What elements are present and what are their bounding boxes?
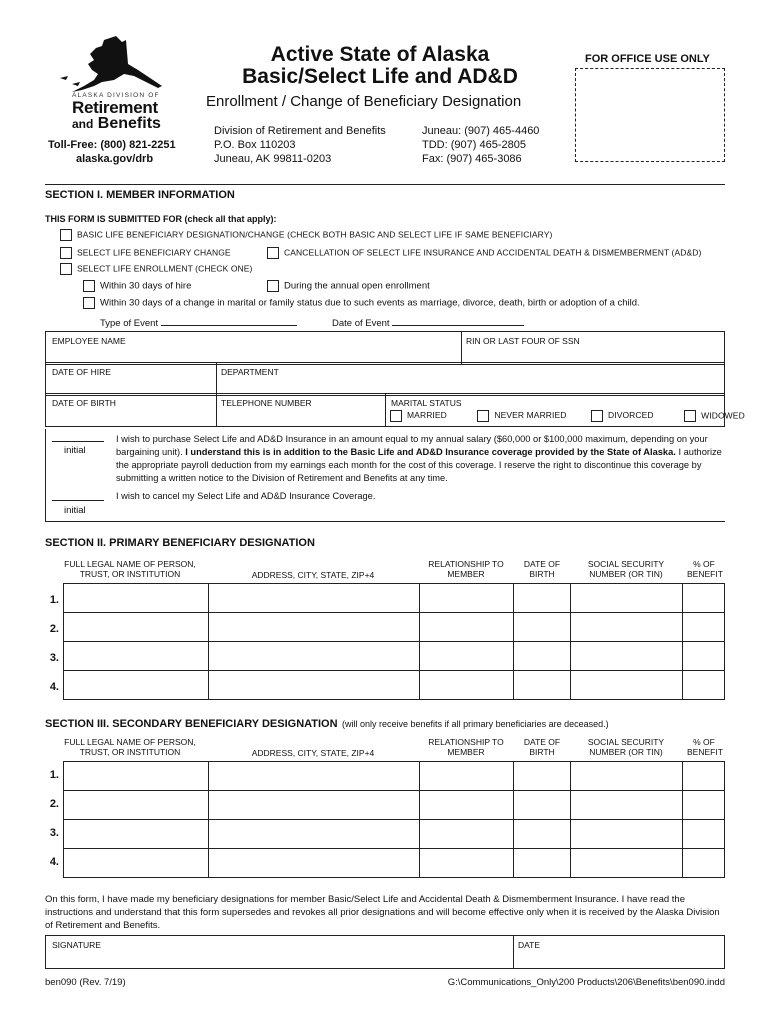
file-path: G:\Communications_Only\200 Products\206\Benefits\ben090.indd [447,977,725,988]
option-basic-life [60,229,552,241]
office-use-box [575,68,725,162]
row-number: 3. [49,827,59,839]
ssn-cell[interactable] [571,671,683,700]
col-address: ADDRESS, CITY, STATE, ZIP+4 [251,570,375,580]
relationship-cell[interactable] [420,671,514,700]
enroll-checkbox[interactable] [60,263,72,275]
address-cell[interactable] [209,820,420,849]
percent-cell[interactable] [683,849,725,878]
ssn-cell[interactable] [571,642,683,671]
address-cell[interactable] [209,671,420,700]
dob-cell[interactable] [514,762,571,791]
dob-cell[interactable] [514,791,571,820]
department-field[interactable] [215,362,725,396]
name-cell[interactable] [64,642,209,671]
marital-options [390,410,745,422]
office-use-label: FOR OFFICE USE ONLY [585,53,710,65]
address-cell[interactable] [209,613,420,642]
row-number: 2. [49,623,59,635]
section-2-title: SECTION II. PRIMARY BENEFICIARY DESIGNATION [45,537,315,549]
date-field[interactable] [512,935,725,969]
primary-grid [63,583,725,700]
primary-beneficiary-table [45,553,725,693]
logo-retirement: Retirement [72,98,158,117]
section-1-title: SECTION I. MEMBER INFORMATION [45,189,235,201]
ssn-cell[interactable] [571,791,683,820]
name-cell[interactable] [64,762,209,791]
title-line-2: Basic/Select Life and AD&D [242,65,518,88]
row-number: 1. [49,769,59,781]
option-status-change [83,297,640,309]
phone-line: Juneau: (907) 465-4460 [422,125,540,137]
phone-numbers [422,124,539,166]
option-enroll-label: SELECT LIFE ENROLLMENT (CHECK ONE) [77,263,253,274]
option-cancel-label: CANCELLATION OF SELECT LIFE INSURANCE AND ACCIDENTAL DEATH & DISMEMBERMENT (AD&D) [284,247,702,258]
title-line-1: Active State of Alaska [270,43,490,66]
col-percent: % OF BENEFIT [687,737,723,757]
section-1-rule [45,184,725,185]
row-number: 4. [49,681,59,693]
date-of-event-field[interactable] [392,315,524,326]
never-married-checkbox[interactable] [477,410,489,422]
section-3-heading [45,714,609,732]
purchase-text-b: I understand this is in addition to the Basic Life and AD&D Insurance coverage provided by the State of Alaska. [185,447,676,457]
address-line: Juneau, AK 99811-0203 [214,153,332,165]
attestation-statement: On this form, I have made my beneficiary designations for member Basic/Select Life and Accidental Death & Dismemberment Insurance. I have read the instructions and understand that this form supersedes and revokes all prior designations and will become effective only when it is received by the Alaska Division of Retirement and Benefits. [45,894,720,931]
logo-and: and [72,117,94,131]
row-number: 3. [49,652,59,664]
mailing-address [214,124,386,166]
date-of-birth-field[interactable] [45,393,217,427]
name-cell[interactable] [64,849,209,878]
date-of-event-label: Date of Event [332,318,390,329]
address-cell[interactable] [209,584,420,613]
date-of-hire-label: DATE OF HIRE [52,367,111,377]
annual-checkbox[interactable] [267,280,279,292]
form-subtitle: Enrollment / Change of Beneficiary Designation [206,93,522,110]
dob-cell[interactable] [514,642,571,671]
table-row [64,762,725,791]
dob-cell[interactable] [514,820,571,849]
date-of-birth-label: DATE OF BIRTH [52,398,116,408]
name-cell[interactable] [64,671,209,700]
ssn-cell[interactable] [571,762,683,791]
employee-name-field[interactable] [45,331,462,365]
relationship-cell[interactable] [420,820,514,849]
cancel-initial-line[interactable] [52,500,104,501]
relationship-cell[interactable] [420,849,514,878]
address-line: Division of Retirement and Benefits [214,125,386,137]
table-row [64,613,725,642]
option-annual [267,280,430,292]
website: alaska.gov/drb [76,153,154,165]
date-label: DATE [518,940,541,950]
dob-cell[interactable] [514,584,571,613]
table-row [64,671,725,700]
form-title [210,44,550,88]
never-married-label: NEVER MARRIED [494,410,567,421]
date-of-hire-field[interactable] [45,362,217,396]
row-number: 1. [49,594,59,606]
relationship-cell[interactable] [420,642,514,671]
purchase-text-c: I authorize the appropriate payroll deduction from my earnings each month for the cost of this coverage. I reserve the right to discontinue this coverage by submitting a written notice to the Division of Retirement and Benefits at any time. [116,447,722,483]
col-dob: DATE OF BIRTH [523,737,561,757]
name-cell[interactable] [64,820,209,849]
phone-line: TDD: (907) 465-2805 [422,139,526,151]
col-ssn: SOCIAL SECURITY NUMBER (OR TIN) [587,737,665,757]
col-dob: DATE OF BIRTH [523,559,561,579]
agency-logo [58,34,168,134]
col-address: ADDRESS, CITY, STATE, ZIP+4 [251,748,375,758]
option-30-days [83,280,191,292]
signature-field[interactable] [45,935,514,969]
percent-cell[interactable] [683,642,725,671]
30-days-checkbox[interactable] [83,280,95,292]
primary-header-row [45,553,725,583]
option-annual-label: During the annual open enrollment [284,280,430,292]
alaska-map-icon [58,34,168,94]
widowed-checkbox[interactable] [684,410,696,422]
address-cell[interactable] [209,642,420,671]
name-cell[interactable] [64,584,209,613]
authorization-box [45,429,725,522]
option-select-change [60,247,231,259]
col-name: FULL LEGAL NAME OF PERSON, TRUST, OR INSTITUTION [64,737,196,757]
married-label: MARRIED [407,410,447,421]
ssn-cell[interactable] [571,613,683,642]
signature-label: SIGNATURE [52,940,101,950]
table-row [64,791,725,820]
select-change-checkbox[interactable] [60,247,72,259]
cancel-text: I wish to cancel my Select Life and AD&D Insurance Coverage. [116,491,376,501]
toll-free: Toll-Free: (800) 821-2251 [48,139,176,151]
date-of-event [332,315,524,329]
relationship-cell[interactable] [420,762,514,791]
logo-benefits-line [72,115,161,133]
percent-cell[interactable] [683,791,725,820]
divorced-label: DIVORCED [608,410,654,421]
secondary-header-row [45,731,725,761]
option-30-days-label: Within 30 days of hire [100,280,192,292]
option-select-change-label: SELECT LIFE BENEFICIARY CHANGE [77,247,231,258]
section-3-note: (will only receive benefits if all primary beneficiaries are deceased.) [342,719,609,729]
purchase-text [116,433,724,485]
table-row [64,849,725,878]
cancel-initial-label: initial [64,505,86,516]
percent-cell[interactable] [683,671,725,700]
secondary-beneficiary-table [45,731,725,868]
phone-line: Fax: (907) 465-3086 [422,153,522,165]
purchase-text-a: I wish to purchase Select Life and AD&D Insurance in an amount equal to my annual salary ($60,000 or $100,000 maximum, depending on your bargaining unit). [116,434,708,457]
address-line: P.O. Box 110203 [214,139,296,151]
type-of-event-field[interactable] [161,315,297,326]
purchase-initial-line[interactable] [52,441,104,442]
basic-life-checkbox[interactable] [60,229,72,241]
relationship-cell[interactable] [420,791,514,820]
ssn-cell[interactable] [571,820,683,849]
dob-cell[interactable] [514,613,571,642]
table-row [64,584,725,613]
address-cell[interactable] [209,791,420,820]
purchase-initial-label: initial [64,445,86,456]
secondary-rows [64,762,725,878]
row-number: 2. [49,798,59,810]
table-row [64,820,725,849]
rin-label: RIN OR LAST FOUR OF SSN [466,336,580,346]
dob-cell[interactable] [514,849,571,878]
col-ssn: SOCIAL SECURITY NUMBER (OR TIN) [587,559,665,579]
telephone-label: TELEPHONE NUMBER [221,398,312,408]
form-id: ben090 (Rev. 7/19) [45,977,126,988]
address-cell[interactable] [209,762,420,791]
submitted-for-label: THIS FORM IS SUBMITTED FOR (check all that apply): [45,214,277,224]
employee-name-label: EMPLOYEE NAME [52,336,126,346]
option-basic-life-label: BASIC LIFE BENEFICIARY DESIGNATION/CHANGE (CHECK BOTH BASIC AND SELECT LIFE IF SAME BENEFICIARY) [77,229,553,240]
secondary-grid [63,761,725,878]
table-row [64,642,725,671]
department-label: DEPARTMENT [221,367,279,377]
col-relationship: RELATIONSHIP TO MEMBER [428,737,504,757]
marital-status-label: MARITAL STATUS [391,398,462,408]
col-percent: % OF BENEFIT [687,559,723,579]
option-enroll [60,263,252,275]
percent-cell[interactable] [683,820,725,849]
marital-status-field [385,393,745,427]
address-cell[interactable] [209,849,420,878]
option-status-change-label: Within 30 days of a change in marital or family status due to such events as marriage, divorce, death, birth or adoption of a child. [100,297,640,309]
telephone-field[interactable] [215,393,386,427]
type-of-event-label: Type of Event [100,318,159,329]
name-cell[interactable] [64,791,209,820]
ssn-cell[interactable] [571,584,683,613]
widowed-label: WIDOWED [701,410,745,421]
section-3-title: SECTION III. SECONDARY BENEFICIARY DESIGNATION [45,718,338,730]
col-name: FULL LEGAL NAME OF PERSON, TRUST, OR INSTITUTION [64,559,196,579]
dob-cell[interactable] [514,671,571,700]
percent-cell[interactable] [683,613,725,642]
rin-field[interactable] [460,331,725,365]
percent-cell[interactable] [683,584,725,613]
logo-small-text: ALASKA DIVISION OF [72,92,160,99]
row-number: 4. [49,856,59,868]
relationship-cell[interactable] [420,584,514,613]
primary-rows [64,584,725,700]
type-of-event [100,315,297,329]
option-cancel [267,247,701,259]
ssn-cell[interactable] [571,849,683,878]
relationship-cell[interactable] [420,613,514,642]
cancel-checkbox[interactable] [267,247,279,259]
logo-benefits: Benefits [97,115,161,132]
percent-cell[interactable] [683,762,725,791]
col-relationship: RELATIONSHIP TO MEMBER [428,559,504,579]
status-change-checkbox[interactable] [83,297,95,309]
married-checkbox[interactable] [390,410,402,422]
name-cell[interactable] [64,613,209,642]
divorced-checkbox[interactable] [591,410,603,422]
